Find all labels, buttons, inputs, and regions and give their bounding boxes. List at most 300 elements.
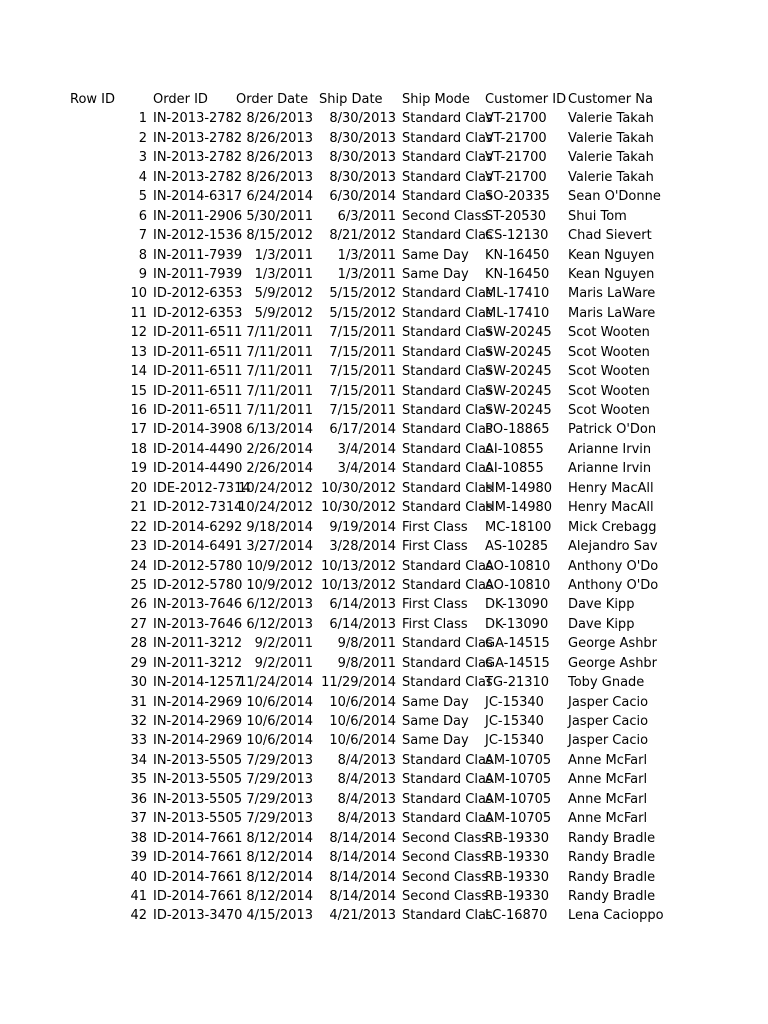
cell-order-id[interactable]: ID-2012-5780: [153, 577, 243, 593]
cell-customer-id[interactable]: KN-16450: [485, 266, 550, 282]
cell-ship-mode[interactable]: Standard Clas: [402, 480, 493, 496]
cell-row-id[interactable]: 24: [130, 558, 147, 574]
cell-order-id[interactable]: IN-2012-1536: [153, 228, 243, 244]
cell-row-id[interactable]: 39: [130, 850, 147, 866]
cell-ship-mode[interactable]: Standard Clas: [402, 189, 493, 205]
cell-customer-id[interactable]: RB-19330: [485, 888, 549, 904]
cell-order-date[interactable]: 6/13/2014: [246, 422, 313, 438]
cell-order-date[interactable]: 9/18/2014: [246, 519, 313, 535]
cell-row-id[interactable]: 30: [130, 675, 147, 691]
header-ship-mode[interactable]: Ship Mode: [402, 92, 470, 107]
cell-customer-id[interactable]: VT-21700: [485, 111, 547, 127]
cell-order-id[interactable]: IN-2011-7939: [153, 247, 243, 263]
cell-customer-id[interactable]: AM-10705: [485, 772, 552, 788]
cell-row-id[interactable]: 1: [138, 111, 147, 127]
cell-customer-name[interactable]: Anthony O'Do: [568, 577, 659, 593]
cell-customer-id[interactable]: DK-13090: [485, 616, 549, 632]
cell-order-id[interactable]: IN-2013-5505: [153, 772, 243, 788]
cell-customer-name[interactable]: Valerie Takah: [568, 150, 654, 166]
cell-customer-id[interactable]: KN-16450: [485, 247, 550, 263]
cell-order-id[interactable]: IN-2013-5505: [153, 791, 243, 807]
cell-customer-name[interactable]: Randy Bradle: [568, 830, 656, 846]
cell-customer-name[interactable]: Jasper Cacio: [568, 714, 649, 729]
cell-ship-date[interactable]: 9/19/2014: [329, 519, 396, 535]
cell-order-id[interactable]: ID-2011-6511: [153, 325, 243, 341]
cell-ship-mode[interactable]: Standard Clas: [402, 908, 493, 924]
cell-row-id[interactable]: 6: [138, 208, 147, 224]
cell-ship-date[interactable]: 1/3/2011: [337, 266, 396, 282]
cell-ship-mode[interactable]: First Class: [402, 539, 468, 555]
cell-order-id[interactable]: ID-2014-3908: [153, 422, 243, 438]
cell-customer-id[interactable]: VT-21700: [485, 150, 547, 166]
cell-customer-name[interactable]: Dave Kipp: [568, 616, 635, 632]
cell-customer-name[interactable]: Scot Wooten: [568, 403, 650, 418]
cell-ship-mode[interactable]: Standard Clas: [402, 150, 493, 166]
cell-ship-date[interactable]: 5/15/2012: [329, 305, 396, 321]
cell-order-date[interactable]: 7/29/2013: [246, 772, 313, 788]
cell-row-id[interactable]: 14: [130, 364, 147, 380]
cell-order-id[interactable]: IN-2011-3212: [153, 636, 243, 652]
cell-order-date[interactable]: 7/29/2013: [246, 791, 313, 807]
cell-order-date[interactable]: 8/26/2013: [246, 150, 313, 166]
cell-ship-mode[interactable]: First Class: [402, 597, 468, 613]
cell-ship-mode[interactable]: First Class: [402, 616, 468, 632]
cell-customer-id[interactable]: SW-20245: [485, 325, 552, 341]
cell-ship-mode[interactable]: Same Day: [402, 247, 469, 263]
cell-ship-mode[interactable]: Standard Clas: [402, 422, 493, 438]
cell-ship-mode[interactable]: Standard Clas: [402, 364, 493, 380]
cell-ship-date[interactable]: 8/4/2013: [337, 791, 396, 807]
cell-ship-mode[interactable]: Second Class: [402, 830, 489, 846]
cell-order-id[interactable]: ID-2014-4490: [153, 441, 243, 457]
cell-ship-mode[interactable]: Standard Clas: [402, 675, 493, 691]
cell-customer-name[interactable]: Valerie Takah: [568, 130, 654, 146]
cell-order-id[interactable]: IN-2011-2906: [153, 208, 243, 224]
cell-order-id[interactable]: IN-2014-2969: [153, 694, 243, 710]
cell-ship-mode[interactable]: Standard Clas: [402, 403, 493, 418]
cell-ship-date[interactable]: 8/4/2013: [337, 752, 396, 768]
cell-order-date[interactable]: 7/29/2013: [246, 752, 313, 768]
cell-row-id[interactable]: 42: [130, 908, 147, 924]
cell-order-id[interactable]: ID-2011-6511: [153, 344, 243, 360]
cell-ship-mode[interactable]: Standard Clas: [402, 228, 493, 244]
cell-ship-date[interactable]: 10/6/2014: [329, 714, 396, 729]
cell-customer-name[interactable]: Lena Cacioppo: [568, 908, 664, 924]
cell-ship-date[interactable]: 1/3/2011: [337, 247, 396, 263]
cell-ship-mode[interactable]: Same Day: [402, 694, 469, 710]
cell-customer-id[interactable]: ML-17410: [485, 286, 550, 302]
cell-customer-name[interactable]: Scot Wooten: [568, 325, 650, 341]
cell-order-id[interactable]: IN-2013-7646: [153, 616, 243, 632]
cell-ship-mode[interactable]: Standard Clas: [402, 772, 493, 788]
cell-order-id[interactable]: ID-2012-6353: [153, 286, 243, 302]
cell-customer-name[interactable]: Maris LaWare: [568, 305, 656, 321]
cell-customer-id[interactable]: JC-15340: [485, 694, 544, 710]
cell-row-id[interactable]: 16: [130, 403, 147, 418]
cell-customer-name[interactable]: Anne McFarl: [568, 752, 648, 768]
cell-customer-name[interactable]: Kean Nguyen: [568, 266, 655, 282]
header-ship-date[interactable]: Ship Date: [319, 92, 383, 107]
cell-ship-date[interactable]: 8/4/2013: [337, 772, 396, 788]
cell-order-id[interactable]: ID-2012-5780: [153, 558, 243, 574]
cell-ship-mode[interactable]: Standard Clas: [402, 441, 493, 457]
cell-ship-mode[interactable]: Standard Clas: [402, 383, 493, 399]
cell-ship-date[interactable]: 4/21/2013: [329, 908, 396, 924]
cell-customer-id[interactable]: AI-10855: [485, 441, 544, 457]
cell-order-date[interactable]: 10/24/2012: [238, 500, 313, 516]
cell-order-date[interactable]: 10/9/2012: [246, 577, 313, 593]
header-order-date[interactable]: Order Date: [236, 92, 309, 107]
cell-ship-mode[interactable]: Standard Clas: [402, 130, 493, 146]
cell-customer-name[interactable]: Anne McFarl: [568, 791, 648, 807]
cell-customer-id[interactable]: LC-16870: [485, 908, 548, 924]
cell-customer-id[interactable]: TG-21310: [485, 675, 550, 691]
cell-order-id[interactable]: IN-2014-2969: [153, 714, 243, 729]
cell-customer-name[interactable]: Randy Bradle: [568, 869, 656, 885]
cell-order-id[interactable]: IN-2014-6317: [153, 189, 243, 205]
cell-order-date[interactable]: 8/26/2013: [246, 169, 313, 185]
cell-ship-date[interactable]: 7/15/2011: [329, 344, 396, 360]
cell-order-date[interactable]: 8/26/2013: [246, 130, 313, 146]
cell-row-id[interactable]: 12: [130, 325, 147, 341]
cell-row-id[interactable]: 25: [130, 577, 147, 593]
cell-ship-date[interactable]: 7/15/2011: [329, 403, 396, 418]
cell-order-date[interactable]: 2/26/2014: [246, 461, 313, 477]
cell-order-date[interactable]: 7/11/2011: [246, 364, 313, 380]
cell-order-date[interactable]: 9/2/2011: [254, 636, 313, 652]
cell-order-id[interactable]: IN-2013-5505: [153, 752, 243, 768]
cell-customer-id[interactable]: GA-14515: [485, 655, 550, 671]
header-customer-id[interactable]: Customer ID: [485, 92, 567, 107]
cell-row-id[interactable]: 26: [130, 597, 147, 613]
cell-row-id[interactable]: 7: [138, 228, 147, 244]
cell-ship-date[interactable]: 8/30/2013: [329, 111, 396, 127]
cell-ship-date[interactable]: 8/21/2012: [329, 228, 396, 244]
cell-order-id[interactable]: IN-2013-2782: [153, 111, 243, 127]
cell-row-id[interactable]: 15: [130, 383, 147, 399]
cell-order-date[interactable]: 4/15/2013: [246, 908, 313, 924]
cell-row-id[interactable]: 27: [130, 616, 147, 632]
cell-ship-mode[interactable]: Standard Clas: [402, 325, 493, 341]
cell-customer-name[interactable]: Randy Bradle: [568, 888, 656, 904]
cell-order-id[interactable]: ID-2014-6292: [153, 519, 243, 535]
cell-ship-date[interactable]: 10/6/2014: [329, 733, 396, 749]
cell-ship-date[interactable]: 5/15/2012: [329, 286, 396, 302]
cell-customer-id[interactable]: AO-10810: [485, 558, 551, 574]
cell-row-id[interactable]: 21: [130, 500, 147, 516]
cell-order-date[interactable]: 8/12/2014: [246, 830, 313, 846]
cell-row-id[interactable]: 20: [130, 480, 147, 496]
cell-customer-id[interactable]: RB-19330: [485, 830, 549, 846]
cell-order-date[interactable]: 5/30/2011: [246, 208, 313, 224]
cell-order-id[interactable]: IDE-2012-7314: [153, 480, 251, 496]
cell-ship-date[interactable]: 8/14/2014: [329, 850, 396, 866]
cell-row-id[interactable]: 11: [130, 305, 147, 321]
cell-customer-name[interactable]: Valerie Takah: [568, 111, 654, 127]
cell-customer-id[interactable]: CS-12130: [485, 228, 549, 244]
cell-order-date[interactable]: 7/11/2011: [246, 403, 313, 418]
cell-customer-id[interactable]: SO-20335: [485, 189, 550, 205]
cell-customer-id[interactable]: AS-10285: [485, 539, 549, 555]
cell-order-id[interactable]: ID-2011-6511: [153, 383, 243, 399]
cell-customer-id[interactable]: AI-10855: [485, 461, 544, 477]
cell-ship-date[interactable]: 6/14/2013: [329, 616, 396, 632]
cell-order-id[interactable]: ID-2014-7661: [153, 888, 243, 904]
cell-ship-date[interactable]: 10/13/2012: [321, 577, 396, 593]
cell-ship-mode[interactable]: Standard Clas: [402, 461, 493, 477]
cell-row-id[interactable]: 13: [130, 344, 147, 360]
cell-ship-date[interactable]: 9/8/2011: [337, 655, 396, 671]
cell-ship-date[interactable]: 3/28/2014: [329, 539, 396, 555]
cell-row-id[interactable]: 37: [130, 811, 147, 827]
cell-ship-date[interactable]: 8/30/2013: [329, 150, 396, 166]
cell-customer-id[interactable]: SW-20245: [485, 403, 552, 418]
cell-ship-mode[interactable]: Standard Clas: [402, 344, 493, 360]
cell-ship-date[interactable]: 6/30/2014: [329, 189, 396, 205]
cell-row-id[interactable]: 17: [130, 422, 147, 438]
cell-ship-mode[interactable]: Standard Clas: [402, 558, 493, 574]
cell-customer-id[interactable]: VT-21700: [485, 130, 547, 146]
cell-order-id[interactable]: IN-2013-7646: [153, 597, 243, 613]
cell-row-id[interactable]: 8: [138, 247, 147, 263]
cell-ship-date[interactable]: 6/17/2014: [329, 422, 396, 438]
cell-customer-id[interactable]: DK-13090: [485, 597, 549, 613]
cell-customer-id[interactable]: AO-10810: [485, 577, 551, 593]
cell-ship-date[interactable]: 6/14/2013: [329, 597, 396, 613]
cell-order-date[interactable]: 10/6/2014: [246, 733, 313, 749]
cell-order-id[interactable]: ID-2014-7661: [153, 869, 243, 885]
cell-order-date[interactable]: 3/27/2014: [246, 539, 313, 555]
cell-customer-name[interactable]: Jasper Cacio: [568, 694, 649, 710]
cell-order-id[interactable]: IN-2013-2782: [153, 150, 243, 166]
cell-ship-mode[interactable]: Second Class: [402, 869, 489, 885]
cell-order-id[interactable]: IN-2014-1257: [153, 675, 243, 691]
cell-customer-name[interactable]: Henry MacAll: [568, 500, 654, 516]
cell-customer-name[interactable]: Alejandro Sav: [568, 539, 658, 555]
cell-order-id[interactable]: ID-2011-6511: [153, 364, 243, 380]
cell-customer-name[interactable]: Dave Kipp: [568, 597, 635, 613]
cell-ship-date[interactable]: 8/14/2014: [329, 830, 396, 846]
cell-ship-mode[interactable]: First Class: [402, 519, 468, 535]
cell-customer-name[interactable]: Sean O'Donne: [568, 189, 661, 205]
cell-order-date[interactable]: 1/3/2011: [254, 266, 313, 282]
cell-ship-mode[interactable]: Standard Clas: [402, 500, 493, 516]
cell-customer-name[interactable]: Mick Crebagg: [568, 519, 657, 535]
cell-order-date[interactable]: 9/2/2011: [254, 655, 313, 671]
header-order-id[interactable]: Order ID: [153, 92, 208, 107]
cell-row-id[interactable]: 3: [138, 150, 147, 166]
cell-ship-mode[interactable]: Same Day: [402, 733, 469, 749]
cell-row-id[interactable]: 38: [130, 830, 147, 846]
cell-ship-mode[interactable]: Same Day: [402, 266, 469, 282]
cell-order-date[interactable]: 10/9/2012: [246, 558, 313, 574]
cell-order-date[interactable]: 5/9/2012: [254, 305, 313, 321]
cell-order-id[interactable]: ID-2014-7661: [153, 830, 243, 846]
cell-order-id[interactable]: IN-2013-5505: [153, 811, 243, 827]
cell-row-id[interactable]: 19: [130, 461, 147, 477]
cell-ship-date[interactable]: 8/30/2013: [329, 169, 396, 185]
cell-order-date[interactable]: 7/11/2011: [246, 344, 313, 360]
cell-ship-mode[interactable]: Standard Clas: [402, 305, 493, 321]
cell-customer-name[interactable]: Chad Sievert: [568, 228, 652, 244]
cell-customer-id[interactable]: RB-19330: [485, 869, 549, 885]
cell-ship-date[interactable]: 7/15/2011: [329, 383, 396, 399]
cell-order-date[interactable]: 11/24/2014: [238, 675, 313, 691]
cell-order-id[interactable]: ID-2014-7661: [153, 850, 243, 866]
cell-customer-name[interactable]: Maris LaWare: [568, 286, 656, 302]
cell-ship-date[interactable]: 6/3/2011: [337, 208, 396, 224]
cell-row-id[interactable]: 41: [130, 888, 147, 904]
cell-customer-name[interactable]: Toby Gnade: [568, 675, 645, 691]
cell-order-date[interactable]: 1/3/2011: [254, 247, 313, 263]
cell-order-date[interactable]: 8/12/2014: [246, 850, 313, 866]
cell-row-id[interactable]: 28: [130, 636, 147, 652]
cell-order-id[interactable]: IN-2013-2782: [153, 169, 243, 185]
cell-customer-id[interactable]: MC-18100: [485, 519, 552, 535]
cell-ship-date[interactable]: 7/15/2011: [329, 364, 396, 380]
cell-customer-name[interactable]: Scot Wooten: [568, 383, 650, 399]
cell-ship-mode[interactable]: Second Class: [402, 888, 489, 904]
cell-customer-id[interactable]: SW-20245: [485, 344, 552, 360]
cell-row-id[interactable]: 22: [130, 519, 147, 535]
cell-ship-mode[interactable]: Standard Clas: [402, 636, 493, 652]
cell-ship-mode[interactable]: Second Class: [402, 850, 489, 866]
cell-customer-name[interactable]: Anne McFarl: [568, 811, 648, 827]
cell-customer-name[interactable]: George Ashbr: [568, 636, 658, 652]
cell-row-id[interactable]: 35: [130, 772, 147, 788]
cell-order-id[interactable]: ID-2012-6353: [153, 305, 243, 321]
cell-order-id[interactable]: IN-2011-7939: [153, 266, 243, 282]
cell-row-id[interactable]: 10: [130, 286, 147, 302]
cell-order-id[interactable]: ID-2014-4490: [153, 461, 243, 477]
cell-ship-date[interactable]: 8/4/2013: [337, 811, 396, 827]
cell-ship-date[interactable]: 3/4/2014: [337, 441, 396, 457]
cell-customer-id[interactable]: HM-14980: [485, 500, 553, 516]
cell-customer-name[interactable]: Jasper Cacio: [568, 733, 649, 749]
cell-customer-id[interactable]: HM-14980: [485, 480, 553, 496]
cell-row-id[interactable]: 29: [130, 655, 147, 671]
cell-ship-mode[interactable]: Standard Clas: [402, 111, 493, 127]
cell-ship-mode[interactable]: Standard Clas: [402, 791, 493, 807]
cell-row-id[interactable]: 9: [138, 266, 147, 282]
cell-customer-id[interactable]: PO-18865: [485, 422, 550, 438]
header-row-id[interactable]: Row ID: [70, 92, 116, 107]
cell-ship-date[interactable]: 8/14/2014: [329, 869, 396, 885]
cell-ship-date[interactable]: 3/4/2014: [337, 461, 396, 477]
cell-ship-mode[interactable]: Same Day: [402, 714, 469, 729]
cell-order-date[interactable]: 6/12/2013: [246, 597, 313, 613]
cell-customer-id[interactable]: JC-15340: [485, 733, 544, 749]
cell-order-id[interactable]: IN-2013-2782: [153, 130, 243, 146]
cell-customer-id[interactable]: GA-14515: [485, 636, 550, 652]
cell-customer-name[interactable]: Anne McFarl: [568, 772, 648, 788]
cell-ship-date[interactable]: 8/30/2013: [329, 130, 396, 146]
cell-order-date[interactable]: 7/29/2013: [246, 811, 313, 827]
cell-ship-mode[interactable]: Standard Clas: [402, 169, 493, 185]
cell-customer-name[interactable]: Arianne Irvin: [568, 441, 652, 457]
cell-row-id[interactable]: 34: [130, 752, 147, 768]
cell-ship-mode[interactable]: Standard Clas: [402, 577, 493, 593]
cell-order-date[interactable]: 8/15/2012: [246, 228, 313, 244]
cell-ship-date[interactable]: 10/13/2012: [321, 558, 396, 574]
cell-row-id[interactable]: 32: [130, 714, 147, 729]
cell-order-date[interactable]: 6/12/2013: [246, 616, 313, 632]
cell-customer-name[interactable]: Kean Nguyen: [568, 247, 655, 263]
cell-customer-name[interactable]: Anthony O'Do: [568, 558, 659, 574]
cell-row-id[interactable]: 33: [130, 733, 147, 749]
cell-ship-mode[interactable]: Standard Clas: [402, 752, 493, 768]
cell-customer-name[interactable]: George Ashbr: [568, 655, 658, 671]
cell-ship-mode[interactable]: Standard Clas: [402, 286, 493, 302]
cell-customer-name[interactable]: Valerie Takah: [568, 169, 654, 185]
cell-order-date[interactable]: 10/6/2014: [246, 694, 313, 710]
cell-order-date[interactable]: 2/26/2014: [246, 441, 313, 457]
cell-customer-id[interactable]: AM-10705: [485, 791, 552, 807]
cell-customer-name[interactable]: Arianne Irvin: [568, 461, 652, 477]
cell-customer-id[interactable]: AM-10705: [485, 811, 552, 827]
cell-customer-id[interactable]: SW-20245: [485, 383, 552, 399]
cell-order-date[interactable]: 8/12/2014: [246, 869, 313, 885]
cell-customer-name[interactable]: Henry MacAll: [568, 480, 654, 496]
cell-customer-id[interactable]: SW-20245: [485, 364, 552, 380]
cell-row-id[interactable]: 31: [130, 694, 147, 710]
cell-row-id[interactable]: 23: [130, 539, 147, 555]
cell-customer-name[interactable]: Shui Tom: [568, 208, 627, 224]
cell-order-date[interactable]: 10/24/2012: [238, 480, 313, 496]
cell-row-id[interactable]: 36: [130, 791, 147, 807]
cell-ship-date[interactable]: 8/14/2014: [329, 888, 396, 904]
cell-customer-name[interactable]: Scot Wooten: [568, 344, 650, 360]
cell-ship-mode[interactable]: Standard Clas: [402, 655, 493, 671]
cell-ship-date[interactable]: 9/8/2011: [337, 636, 396, 652]
cell-ship-date[interactable]: 10/30/2012: [321, 500, 396, 516]
cell-ship-date[interactable]: 10/6/2014: [329, 694, 396, 710]
cell-customer-id[interactable]: JC-15340: [485, 714, 544, 729]
cell-order-date[interactable]: 7/11/2011: [246, 325, 313, 341]
cell-order-id[interactable]: IN-2014-2969: [153, 733, 243, 749]
cell-customer-id[interactable]: ST-20530: [485, 208, 547, 224]
cell-row-id[interactable]: 4: [138, 169, 147, 185]
cell-ship-date[interactable]: 10/30/2012: [321, 480, 396, 496]
cell-customer-name[interactable]: Patrick O'Don: [568, 422, 657, 438]
cell-order-id[interactable]: ID-2012-7314: [153, 500, 243, 516]
cell-customer-id[interactable]: ML-17410: [485, 305, 550, 321]
cell-order-date[interactable]: 7/11/2011: [246, 383, 313, 399]
cell-customer-id[interactable]: AM-10705: [485, 752, 552, 768]
cell-order-date[interactable]: 10/6/2014: [246, 714, 313, 729]
cell-row-id[interactable]: 40: [130, 869, 147, 885]
header-customer-name[interactable]: Customer Na: [568, 92, 653, 107]
cell-row-id[interactable]: 5: [138, 189, 147, 205]
cell-order-date[interactable]: 8/26/2013: [246, 111, 313, 127]
cell-row-id[interactable]: 2: [138, 130, 147, 146]
cell-order-date[interactable]: 6/24/2014: [246, 189, 313, 205]
cell-order-id[interactable]: ID-2013-3470: [153, 908, 243, 924]
cell-row-id[interactable]: 18: [130, 441, 147, 457]
cell-customer-id[interactable]: VT-21700: [485, 169, 547, 185]
cell-ship-date[interactable]: 11/29/2014: [321, 675, 396, 691]
cell-ship-mode[interactable]: Second Class: [402, 208, 489, 224]
cell-customer-name[interactable]: Randy Bradle: [568, 850, 656, 866]
cell-customer-id[interactable]: RB-19330: [485, 850, 549, 866]
cell-order-date[interactable]: 8/12/2014: [246, 888, 313, 904]
cell-ship-date[interactable]: 7/15/2011: [329, 325, 396, 341]
cell-order-id[interactable]: IN-2011-3212: [153, 655, 243, 671]
cell-ship-mode[interactable]: Standard Clas: [402, 811, 493, 827]
cell-order-id[interactable]: ID-2011-6511: [153, 403, 243, 418]
cell-order-id[interactable]: ID-2014-6491: [153, 539, 243, 555]
cell-order-date[interactable]: 5/9/2012: [254, 286, 313, 302]
